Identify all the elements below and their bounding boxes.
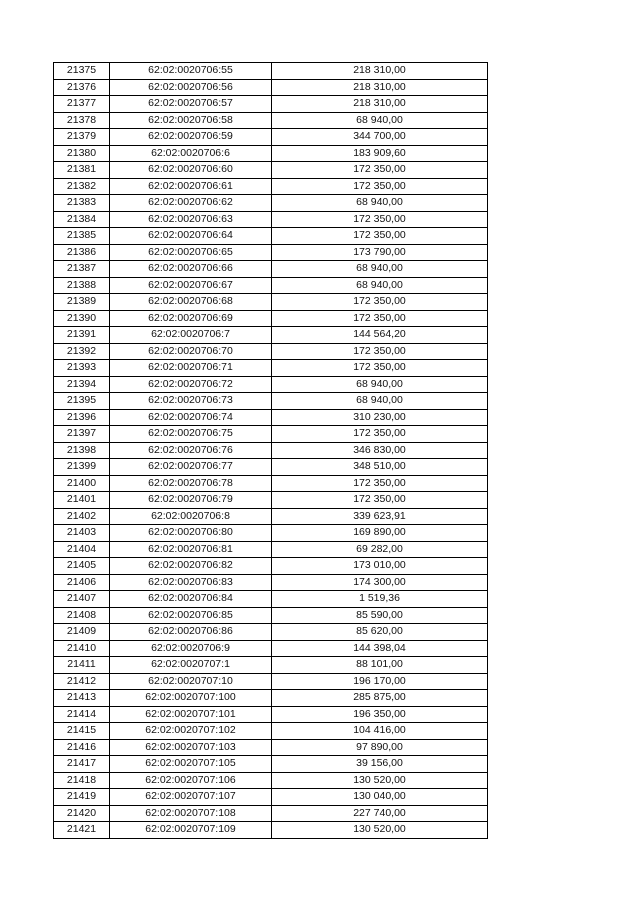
cadastral-number-cell: 62:02:0020706:8 bbox=[110, 508, 272, 525]
cadastral-number-cell: 62:02:0020706:86 bbox=[110, 624, 272, 641]
table-row bbox=[54, 228, 488, 245]
cadastral-value-cell: 346 830,00 bbox=[272, 442, 488, 459]
cadastral-value-cell: 172 350,00 bbox=[272, 178, 488, 195]
row-number-cell: 21395 bbox=[54, 393, 110, 410]
cadastral-number-cell: 62:02:0020706:59 bbox=[110, 129, 272, 146]
cadastral-value-cell: 218 310,00 bbox=[272, 96, 488, 113]
cadastral-number-cell: 62:02:0020706:61 bbox=[110, 178, 272, 195]
cadastral-value-cell: 172 350,00 bbox=[272, 228, 488, 245]
cadastral-value-cell: 169 890,00 bbox=[272, 525, 488, 542]
row-number-cell: 21392 bbox=[54, 343, 110, 360]
cadastral-value-cell: 68 940,00 bbox=[272, 112, 488, 129]
row-number-cell: 21408 bbox=[54, 607, 110, 624]
table-row bbox=[54, 508, 488, 525]
table-row bbox=[54, 591, 488, 608]
table-row bbox=[54, 277, 488, 294]
cadastral-value-cell: 218 310,00 bbox=[272, 79, 488, 96]
cadastral-number-cell: 62:02:0020706:79 bbox=[110, 492, 272, 509]
cadastral-value-cell: 172 350,00 bbox=[272, 310, 488, 327]
table-row bbox=[54, 129, 488, 146]
table-row bbox=[54, 624, 488, 641]
cadastral-value-cell: 348 510,00 bbox=[272, 459, 488, 476]
table-row bbox=[54, 772, 488, 789]
cadastral-number-cell: 62:02:0020706:64 bbox=[110, 228, 272, 245]
row-number-cell: 21417 bbox=[54, 756, 110, 773]
cadastral-value-cell: 172 350,00 bbox=[272, 426, 488, 443]
cadastral-number-cell: 62:02:0020706:78 bbox=[110, 475, 272, 492]
cadastral-value-cell: 68 940,00 bbox=[272, 393, 488, 410]
cadastral-number-cell: 62:02:0020706:75 bbox=[110, 426, 272, 443]
row-number-cell: 21412 bbox=[54, 673, 110, 690]
row-number-cell: 21379 bbox=[54, 129, 110, 146]
table-row bbox=[54, 376, 488, 393]
cadastral-value-cell: 196 170,00 bbox=[272, 673, 488, 690]
cadastral-value-cell: 68 940,00 bbox=[272, 195, 488, 212]
table-row bbox=[54, 244, 488, 261]
table-row bbox=[54, 261, 488, 278]
cadastral-value-cell: 172 350,00 bbox=[272, 360, 488, 377]
cadastral-value-cell: 173 010,00 bbox=[272, 558, 488, 575]
cadastral-number-cell: 62:02:0020706:72 bbox=[110, 376, 272, 393]
cadastral-number-cell: 62:02:0020707:103 bbox=[110, 739, 272, 756]
cadastral-value-cell: 144 398,04 bbox=[272, 640, 488, 657]
cadastral-number-cell: 62:02:0020707:108 bbox=[110, 805, 272, 822]
cadastral-number-cell: 62:02:0020706:84 bbox=[110, 591, 272, 608]
cadastral-number-cell: 62:02:0020706:82 bbox=[110, 558, 272, 575]
table-row bbox=[54, 558, 488, 575]
row-number-cell: 21376 bbox=[54, 79, 110, 96]
cadastral-number-cell: 62:02:0020706:71 bbox=[110, 360, 272, 377]
cadastral-number-cell: 62:02:0020707:10 bbox=[110, 673, 272, 690]
table-row bbox=[54, 690, 488, 707]
table-row bbox=[54, 459, 488, 476]
table-row bbox=[54, 706, 488, 723]
row-number-cell: 21396 bbox=[54, 409, 110, 426]
cadastral-number-cell: 62:02:0020706:83 bbox=[110, 574, 272, 591]
row-number-cell: 21389 bbox=[54, 294, 110, 311]
table-row bbox=[54, 574, 488, 591]
table-row bbox=[54, 756, 488, 773]
table-row bbox=[54, 195, 488, 212]
table-row bbox=[54, 673, 488, 690]
cadastral-value-cell: 172 350,00 bbox=[272, 475, 488, 492]
row-number-cell: 21415 bbox=[54, 723, 110, 740]
row-number-cell: 21405 bbox=[54, 558, 110, 575]
cadastral-number-cell: 62:02:0020706:56 bbox=[110, 79, 272, 96]
cadastral-number-cell: 62:02:0020707:105 bbox=[110, 756, 272, 773]
row-number-cell: 21418 bbox=[54, 772, 110, 789]
table-row bbox=[54, 822, 488, 839]
cadastral-value-cell: 172 350,00 bbox=[272, 162, 488, 179]
table-body bbox=[54, 63, 488, 839]
cadastral-value-cell: 88 101,00 bbox=[272, 657, 488, 674]
table-row bbox=[54, 211, 488, 228]
cadastral-number-cell: 62:02:0020706:65 bbox=[110, 244, 272, 261]
cadastral-value-cell: 227 740,00 bbox=[272, 805, 488, 822]
row-number-cell: 21409 bbox=[54, 624, 110, 641]
table-row bbox=[54, 63, 488, 80]
row-number-cell: 21411 bbox=[54, 657, 110, 674]
cadastral-number-cell: 62:02:0020706:76 bbox=[110, 442, 272, 459]
cadastral-number-cell: 62:02:0020706:70 bbox=[110, 343, 272, 360]
cadastral-value-cell: 172 350,00 bbox=[272, 211, 488, 228]
table-row bbox=[54, 360, 488, 377]
cadastral-value-table bbox=[53, 62, 488, 839]
row-number-cell: 21385 bbox=[54, 228, 110, 245]
row-number-cell: 21403 bbox=[54, 525, 110, 542]
cadastral-value-cell: 196 350,00 bbox=[272, 706, 488, 723]
cadastral-value-cell: 68 940,00 bbox=[272, 261, 488, 278]
cadastral-value-cell: 310 230,00 bbox=[272, 409, 488, 426]
table-row bbox=[54, 805, 488, 822]
table-row bbox=[54, 162, 488, 179]
cadastral-value-cell: 39 156,00 bbox=[272, 756, 488, 773]
cadastral-number-cell: 62:02:0020707:100 bbox=[110, 690, 272, 707]
cadastral-value-cell: 183 909,60 bbox=[272, 145, 488, 162]
cadastral-value-cell: 130 040,00 bbox=[272, 789, 488, 806]
table-row bbox=[54, 607, 488, 624]
table-row bbox=[54, 789, 488, 806]
table-row bbox=[54, 294, 488, 311]
cadastral-value-cell: 104 416,00 bbox=[272, 723, 488, 740]
row-number-cell: 21382 bbox=[54, 178, 110, 195]
cadastral-number-cell: 62:02:0020706:62 bbox=[110, 195, 272, 212]
row-number-cell: 21378 bbox=[54, 112, 110, 129]
table-row bbox=[54, 723, 488, 740]
cadastral-number-cell: 62:02:0020706:9 bbox=[110, 640, 272, 657]
cadastral-number-cell: 62:02:0020707:109 bbox=[110, 822, 272, 839]
cadastral-value-cell: 172 350,00 bbox=[272, 343, 488, 360]
cadastral-value-cell: 68 940,00 bbox=[272, 277, 488, 294]
row-number-cell: 21380 bbox=[54, 145, 110, 162]
table-row bbox=[54, 492, 488, 509]
row-number-cell: 21421 bbox=[54, 822, 110, 839]
row-number-cell: 21419 bbox=[54, 789, 110, 806]
cadastral-number-cell: 62:02:0020706:85 bbox=[110, 607, 272, 624]
table-row bbox=[54, 178, 488, 195]
table-row bbox=[54, 409, 488, 426]
cadastral-number-cell: 62:02:0020706:73 bbox=[110, 393, 272, 410]
row-number-cell: 21420 bbox=[54, 805, 110, 822]
table-row bbox=[54, 475, 488, 492]
row-number-cell: 21416 bbox=[54, 739, 110, 756]
cadastral-number-cell: 62:02:0020706:55 bbox=[110, 63, 272, 80]
cadastral-value-cell: 285 875,00 bbox=[272, 690, 488, 707]
row-number-cell: 21398 bbox=[54, 442, 110, 459]
cadastral-number-cell: 62:02:0020707:1 bbox=[110, 657, 272, 674]
row-number-cell: 21384 bbox=[54, 211, 110, 228]
row-number-cell: 21387 bbox=[54, 261, 110, 278]
row-number-cell: 21400 bbox=[54, 475, 110, 492]
row-number-cell: 21393 bbox=[54, 360, 110, 377]
row-number-cell: 21402 bbox=[54, 508, 110, 525]
cadastral-value-cell: 172 350,00 bbox=[272, 492, 488, 509]
row-number-cell: 21394 bbox=[54, 376, 110, 393]
row-number-cell: 21399 bbox=[54, 459, 110, 476]
cadastral-value-cell: 173 790,00 bbox=[272, 244, 488, 261]
table-row bbox=[54, 657, 488, 674]
table-row bbox=[54, 327, 488, 344]
cadastral-number-cell: 62:02:0020706:69 bbox=[110, 310, 272, 327]
cadastral-number-cell: 62:02:0020706:74 bbox=[110, 409, 272, 426]
table-row bbox=[54, 739, 488, 756]
table-row bbox=[54, 525, 488, 542]
cadastral-value-cell: 1 519,36 bbox=[272, 591, 488, 608]
cadastral-value-cell: 85 620,00 bbox=[272, 624, 488, 641]
row-number-cell: 21386 bbox=[54, 244, 110, 261]
row-number-cell: 21413 bbox=[54, 690, 110, 707]
cadastral-value-cell: 97 890,00 bbox=[272, 739, 488, 756]
table-row bbox=[54, 541, 488, 558]
row-number-cell: 21381 bbox=[54, 162, 110, 179]
row-number-cell: 21401 bbox=[54, 492, 110, 509]
row-number-cell: 21410 bbox=[54, 640, 110, 657]
row-number-cell: 21390 bbox=[54, 310, 110, 327]
row-number-cell: 21406 bbox=[54, 574, 110, 591]
cadastral-number-cell: 62:02:0020707:106 bbox=[110, 772, 272, 789]
cadastral-number-cell: 62:02:0020706:77 bbox=[110, 459, 272, 476]
cadastral-number-cell: 62:02:0020707:107 bbox=[110, 789, 272, 806]
table-row bbox=[54, 310, 488, 327]
cadastral-number-cell: 62:02:0020706:60 bbox=[110, 162, 272, 179]
cadastral-number-cell: 62:02:0020706:80 bbox=[110, 525, 272, 542]
cadastral-number-cell: 62:02:0020706:63 bbox=[110, 211, 272, 228]
cadastral-number-cell: 62:02:0020706:58 bbox=[110, 112, 272, 129]
row-number-cell: 21388 bbox=[54, 277, 110, 294]
cadastral-number-cell: 62:02:0020706:6 bbox=[110, 145, 272, 162]
cadastral-number-cell: 62:02:0020706:57 bbox=[110, 96, 272, 113]
cadastral-value-cell: 68 940,00 bbox=[272, 376, 488, 393]
cadastral-number-cell: 62:02:0020707:102 bbox=[110, 723, 272, 740]
table-row bbox=[54, 79, 488, 96]
cadastral-number-cell: 62:02:0020706:81 bbox=[110, 541, 272, 558]
cadastral-number-cell: 62:02:0020707:101 bbox=[110, 706, 272, 723]
cadastral-value-cell: 144 564,20 bbox=[272, 327, 488, 344]
cadastral-number-cell: 62:02:0020706:66 bbox=[110, 261, 272, 278]
row-number-cell: 21407 bbox=[54, 591, 110, 608]
cadastral-value-cell: 130 520,00 bbox=[272, 822, 488, 839]
cadastral-value-cell: 172 350,00 bbox=[272, 294, 488, 311]
cadastral-value-cell: 344 700,00 bbox=[272, 129, 488, 146]
cadastral-value-cell: 218 310,00 bbox=[272, 63, 488, 80]
row-number-cell: 21375 bbox=[54, 63, 110, 80]
table-row bbox=[54, 145, 488, 162]
row-number-cell: 21391 bbox=[54, 327, 110, 344]
row-number-cell: 21377 bbox=[54, 96, 110, 113]
cadastral-value-cell: 174 300,00 bbox=[272, 574, 488, 591]
table-row bbox=[54, 442, 488, 459]
row-number-cell: 21414 bbox=[54, 706, 110, 723]
row-number-cell: 21397 bbox=[54, 426, 110, 443]
row-number-cell: 21383 bbox=[54, 195, 110, 212]
cadastral-number-cell: 62:02:0020706:7 bbox=[110, 327, 272, 344]
table-row bbox=[54, 426, 488, 443]
cadastral-value-cell: 339 623,91 bbox=[272, 508, 488, 525]
cadastral-value-cell: 69 282,00 bbox=[272, 541, 488, 558]
row-number-cell: 21404 bbox=[54, 541, 110, 558]
cadastral-value-cell: 85 590,00 bbox=[272, 607, 488, 624]
cadastral-number-cell: 62:02:0020706:67 bbox=[110, 277, 272, 294]
table-row bbox=[54, 640, 488, 657]
cadastral-value-cell: 130 520,00 bbox=[272, 772, 488, 789]
table-row bbox=[54, 393, 488, 410]
table-row bbox=[54, 96, 488, 113]
table-row bbox=[54, 343, 488, 360]
cadastral-number-cell: 62:02:0020706:68 bbox=[110, 294, 272, 311]
table-row bbox=[54, 112, 488, 129]
